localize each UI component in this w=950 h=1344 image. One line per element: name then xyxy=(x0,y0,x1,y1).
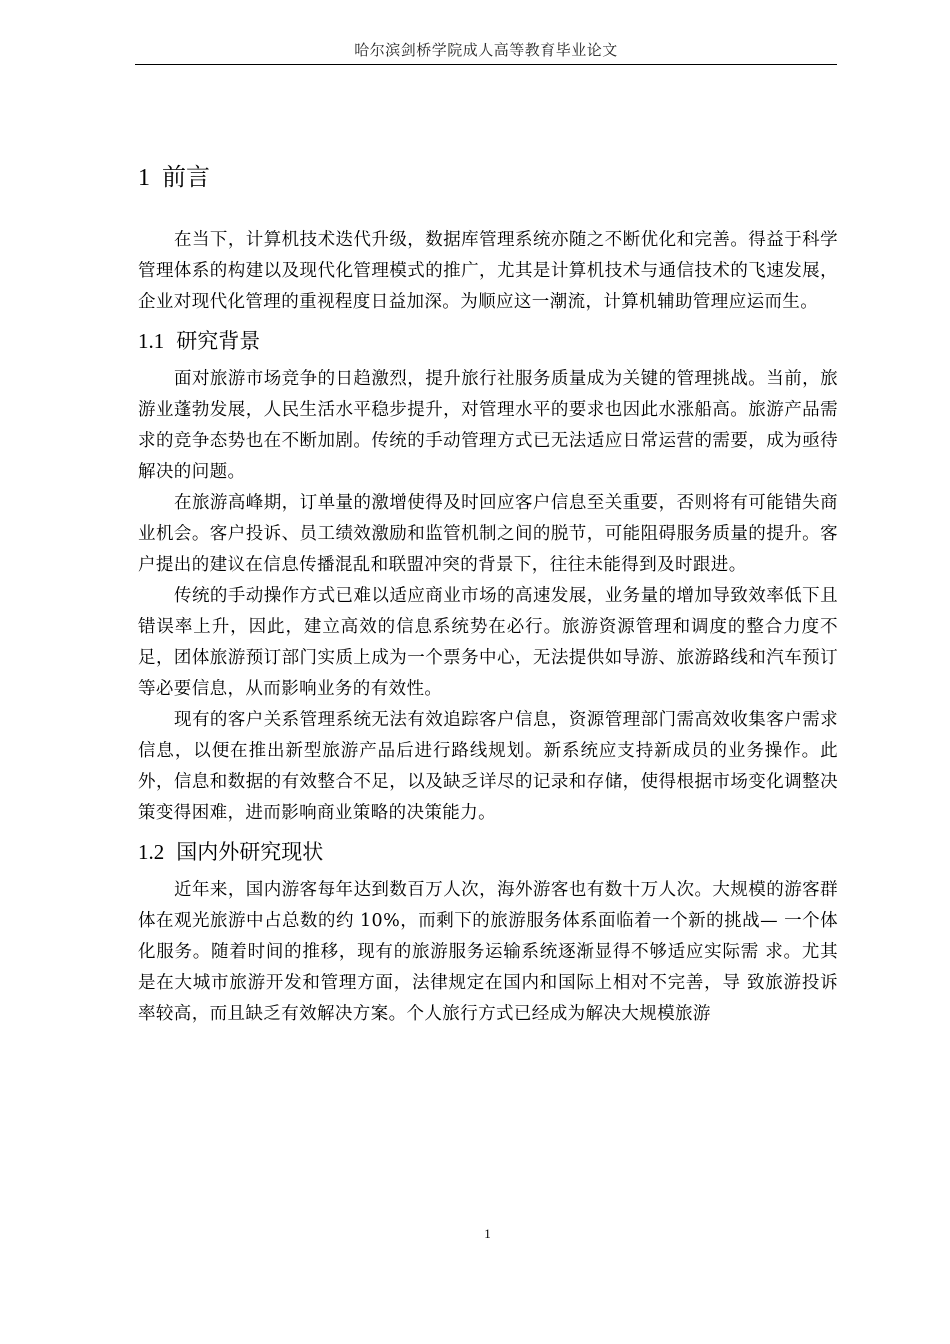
section-title: 研究背景 xyxy=(176,329,261,353)
section-heading-1-1 xyxy=(138,326,838,356)
running-header: 哈尔滨剑桥学院成人高等教育毕业论文 xyxy=(354,41,618,59)
section-number: 1.1 xyxy=(138,329,165,353)
document-body xyxy=(138,160,838,1030)
paragraph: 现有的客户关系管理系统无法有效追踪客户信息，资源管理部门需高效收集客户需求信息，以便在推出新型旅游产品后进行路线规划。新系统应支持新成员的业务操作。此外，信息和数据的有效整合不足，以及缺乏详尽的记录和存储，使得根据市场变化调整决策变得困难，进而影响商业策略的决策能力。 xyxy=(138,710,838,823)
section-number: 1 xyxy=(138,165,150,191)
paragraph: 传统的手动操作方式已难以适应商业市场的高速发展，业务量的增加导致效率低下且错误率上升，因此，建立高效的信息系统势在必行。旅游资源管理和调度的整合力度不足，团体旅游预订部门实质上成为一个票务中心，无法提供如导游、旅游路线和汽车预订等必要信息，从而影响业务的有效性。 xyxy=(138,586,838,699)
paragraph: 面对旅游市场竞争的日趋激烈，提升旅行社服务质量成为关键的管理挑战。当前，旅游业蓬勃发展，人民生活水平稳步提升，对管理水平的要求也因此水涨船高。旅游产品需求的竞争态势也在不断加剧。传统的手动管理方式已无法适应日常运营的需要，成为亟待解决的问题。 xyxy=(138,369,838,482)
paragraph: 近年来，国内游客每年达到数百万人次，海外游客也有数十万人次。大规模的游客群体在观光旅游中占总数的约 10%，而剩下的旅游服务体系面临着一个新的挑战— 一个体化服务。随着时间的推移，现有的旅游服务运输系统逐渐显得不够适应实际需 求。尤其是在大城市旅游开发和管理方面，法律规定在国内和国际上相对不完善，导 致旅游投诉率较高，而且缺乏有效解决方案。个人旅行方式已经成为解决大规模旅游 xyxy=(138,880,838,1024)
paragraph: 在当下，计算机技术迭代升级，数据库管理系统亦随之不断优化和完善。得益于科学管理体系的构建以及现代化管理模式的推广，尤其是计算机技术与通信技术的飞速发展，企业对现代化管理的重视程度日益加深。为顺应这一潮流，计算机辅助管理应运而生。 xyxy=(138,230,838,312)
paragraph: 在旅游高峰期，订单量的激增使得及时回应客户信息至关重要，否则将有可能错失商业机会。客户投诉、员工绩效激励和监管机制之间的脱节，可能阻碍服务质量的提升。客户提出的建议在信息传播混乱和联盟冲突的背景下，往往未能得到及时跟进。 xyxy=(138,493,838,575)
section-heading-1 xyxy=(138,160,838,195)
section-number: 1.2 xyxy=(138,840,165,864)
header-rule xyxy=(135,64,837,65)
section-heading-1-2 xyxy=(138,837,838,867)
section-title: 国内外研究现状 xyxy=(176,840,324,864)
section-title: 前言 xyxy=(162,163,210,191)
page-number: 1 xyxy=(484,1226,491,1241)
